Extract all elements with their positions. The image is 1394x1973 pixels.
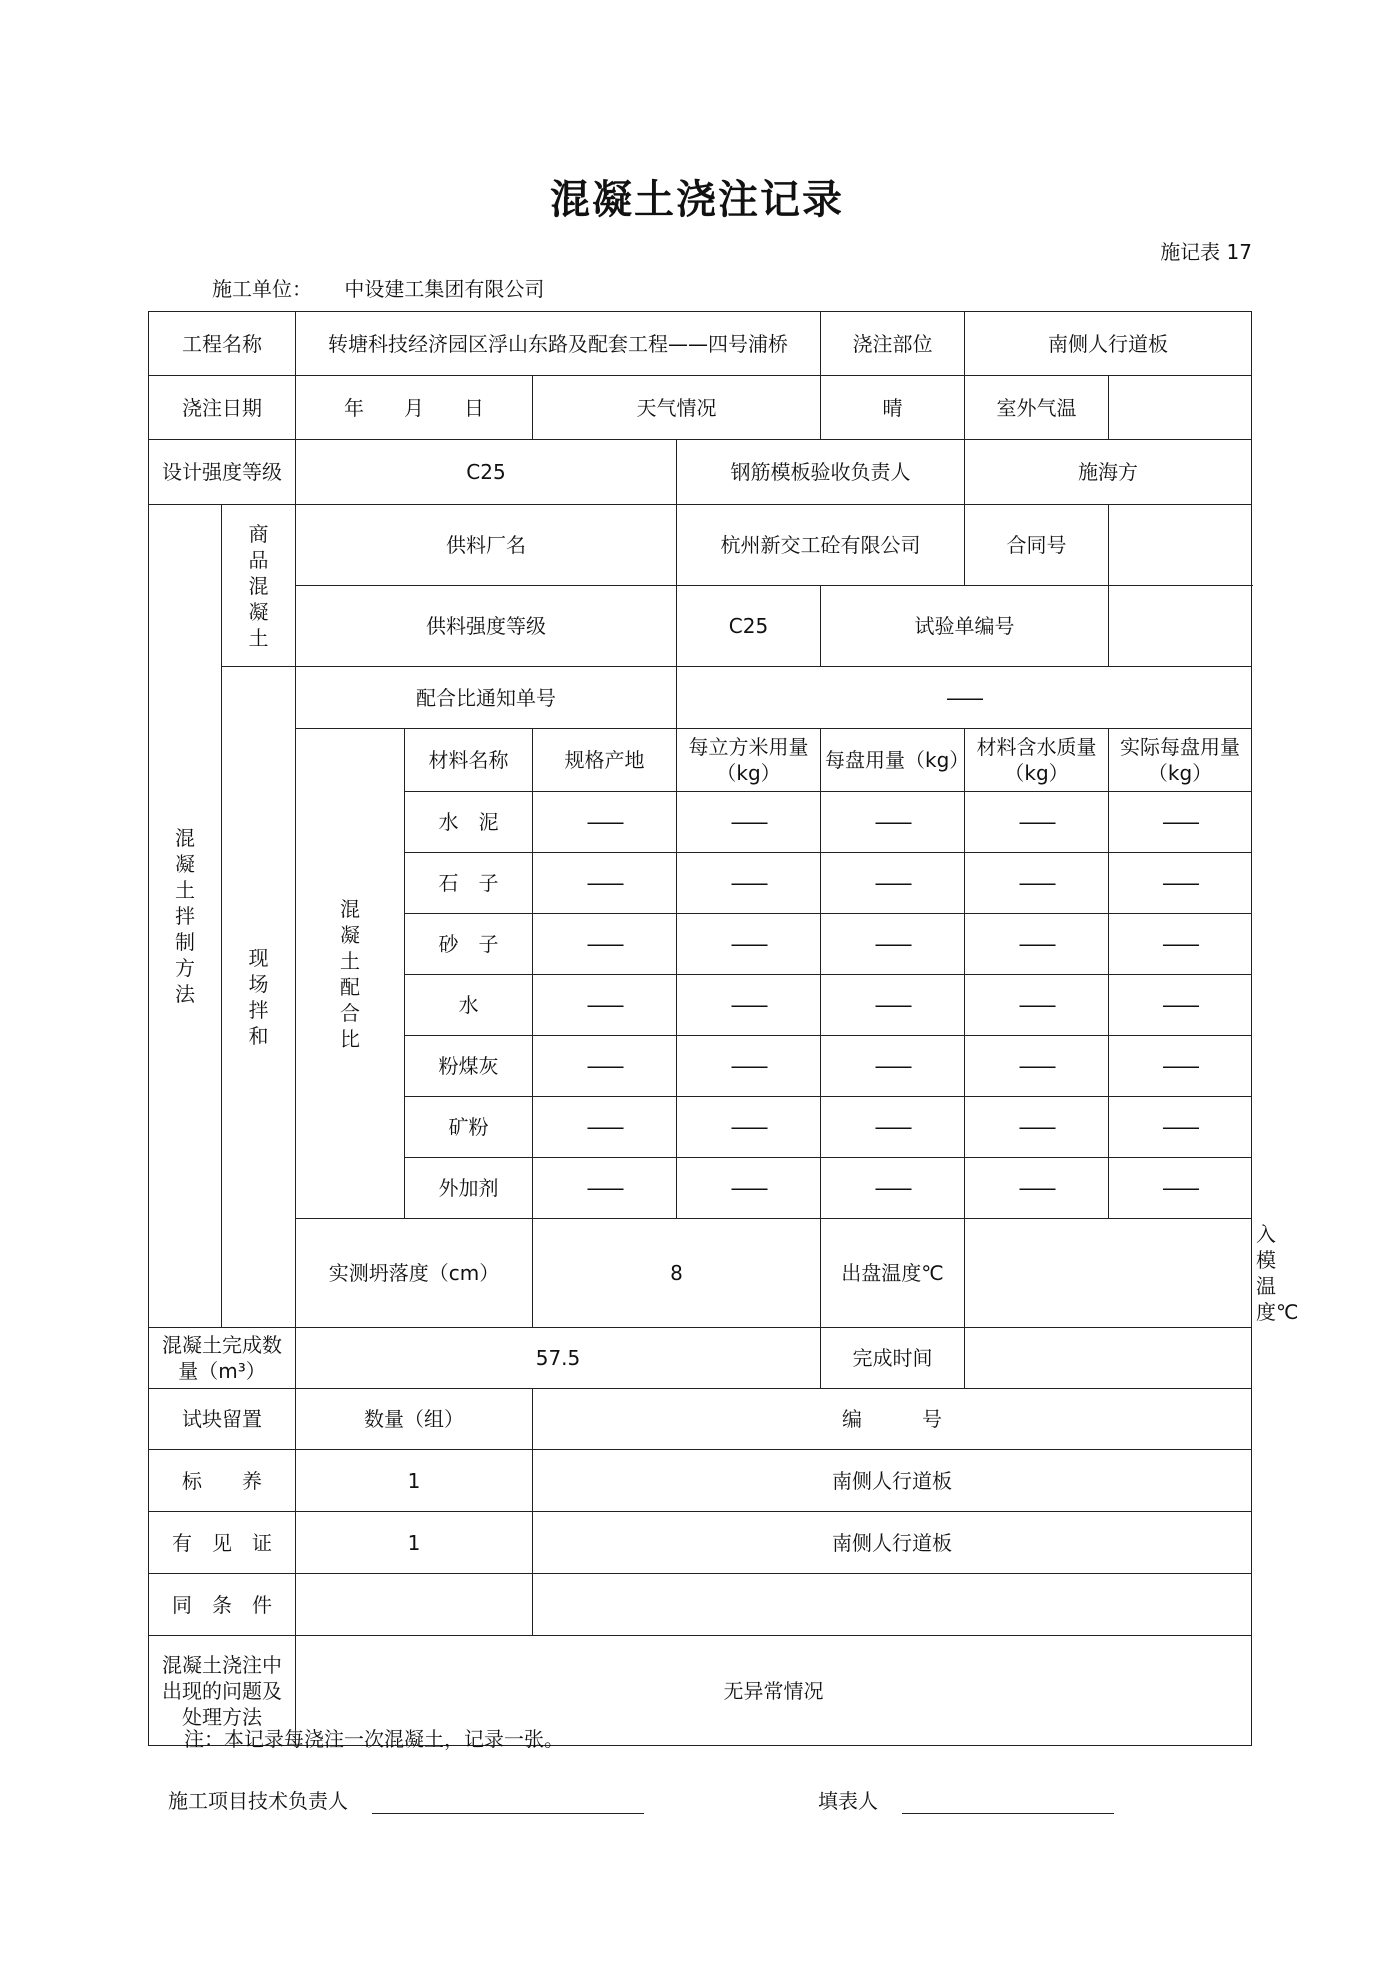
table-cell: —— xyxy=(965,1097,1109,1158)
discharge-temp-label: 出盘温度℃ xyxy=(821,1219,965,1328)
table-cell: —— xyxy=(965,792,1109,853)
supply-grade-value: C25 xyxy=(677,586,821,667)
column-header: 实际每盘用量（kg） xyxy=(1109,729,1252,792)
footnote: 注：本记录每浇注一次混凝土，记录一张。 xyxy=(184,1727,564,1751)
supply-grade-label: 供料强度等级 xyxy=(296,586,677,667)
specimen-count-header: 数量（组） xyxy=(296,1389,533,1450)
material-name: 外加剂 xyxy=(405,1158,533,1219)
specimens-label: 试块留置 xyxy=(149,1389,296,1450)
commercial-concrete-label: 商 品 混 凝 土 xyxy=(222,505,296,667)
column-header: 材料含水质量（kg） xyxy=(965,729,1109,792)
table-cell: —— xyxy=(1109,914,1252,975)
mixing-method-label: 混 凝 土 拌 制 方 法 xyxy=(149,505,222,1328)
site-mixing-label: 现 场 拌 和 xyxy=(222,667,296,1328)
table-cell: —— xyxy=(533,1097,677,1158)
specimen-number: 南侧人行道板 xyxy=(533,1450,1252,1512)
specimen-type: 同 条 件 xyxy=(149,1574,296,1636)
column-header: 每立方米用量（kg） xyxy=(677,729,821,792)
table-cell: —— xyxy=(1109,1036,1252,1097)
materials-header-row xyxy=(149,729,1252,792)
specimen-type: 标 养 xyxy=(149,1450,296,1512)
table-cell: —— xyxy=(821,792,965,853)
rebar-inspector-value: 施海方 xyxy=(965,440,1252,505)
construction-unit xyxy=(212,273,544,302)
filler-signature xyxy=(818,1785,1114,1814)
table-cell: —— xyxy=(533,1036,677,1097)
slump-label: 实测坍落度（cm） xyxy=(296,1219,533,1328)
table-cell: —— xyxy=(533,1158,677,1219)
material-name: 砂 子 xyxy=(405,914,533,975)
table-cell: —— xyxy=(821,975,965,1036)
specimen-count: 1 xyxy=(296,1512,533,1574)
test-number-value xyxy=(1109,586,1252,667)
table-cell: —— xyxy=(1109,1158,1252,1219)
project-name-label: 工程名称 xyxy=(149,312,296,376)
table-cell: —— xyxy=(965,914,1109,975)
specimen-type: 有 见 证 xyxy=(149,1512,296,1574)
unit-label: 施工单位： xyxy=(212,277,312,301)
table-cell: —— xyxy=(821,853,965,914)
specimen-count xyxy=(296,1574,533,1636)
mix-notice-label: 配合比通知单号 xyxy=(296,667,677,729)
mix-notice-value: —— xyxy=(677,667,1252,729)
specimen-count: 1 xyxy=(296,1450,533,1512)
discharge-temp-value xyxy=(965,1219,1252,1328)
material-name: 矿粉 xyxy=(405,1097,533,1158)
tech-lead-label: 施工项目技术负责人 xyxy=(168,1789,348,1813)
table-cell: —— xyxy=(677,1158,821,1219)
table-cell: —— xyxy=(677,1097,821,1158)
column-header: 规格产地 xyxy=(533,729,677,792)
column-header: 材料名称 xyxy=(405,729,533,792)
table-cell: —— xyxy=(965,1036,1109,1097)
page-title: 混凝土浇注记录 xyxy=(550,177,844,223)
design-grade-value: C25 xyxy=(296,440,677,505)
outdoor-temp-value xyxy=(1109,376,1252,440)
completion-time-value xyxy=(965,1328,1252,1389)
specimen-number-header: 编 号 xyxy=(533,1389,1252,1450)
table-cell: —— xyxy=(821,1036,965,1097)
weather-value: 晴 xyxy=(821,376,965,440)
material-name: 粉煤灰 xyxy=(405,1036,533,1097)
table-cell: —— xyxy=(533,914,677,975)
rebar-inspector-label: 钢筋模板验收负责人 xyxy=(677,440,965,505)
mix-ratio-label: 混 凝 土 配 合 比 xyxy=(296,729,405,1219)
tech-lead-signature xyxy=(168,1785,644,1814)
issues-value: 无异常情况 xyxy=(296,1636,1252,1746)
specimen-number: 南侧人行道板 xyxy=(533,1512,1252,1574)
table-cell: —— xyxy=(821,1158,965,1219)
slump-value: 8 xyxy=(533,1219,821,1328)
table-cell: —— xyxy=(533,975,677,1036)
outdoor-temp-label: 室外气温 xyxy=(965,376,1109,440)
project-name-value: 转塘科技经济园区浮山东路及配套工程——四号浦桥 xyxy=(296,312,821,376)
pour-location-value: 南侧人行道板 xyxy=(965,312,1252,376)
pour-date-label: 浇注日期 xyxy=(149,376,296,440)
table-row xyxy=(149,1574,1252,1636)
completion-time-label: 完成时间 xyxy=(821,1328,965,1389)
contract-value xyxy=(1109,505,1252,586)
table-cell: —— xyxy=(965,1158,1109,1219)
tech-lead-signature-line[interactable] xyxy=(372,1791,644,1814)
quantity-label: 混凝土完成数量（m³） xyxy=(149,1328,296,1389)
table-cell: —— xyxy=(965,853,1109,914)
weather-label: 天气情况 xyxy=(533,376,821,440)
table-cell: —— xyxy=(1109,975,1252,1036)
table-cell: —— xyxy=(1109,853,1252,914)
material-name: 水 泥 xyxy=(405,792,533,853)
column-header: 每盘用量（kg） xyxy=(821,729,965,792)
form-number: 施记表 17 xyxy=(1160,240,1252,264)
pour-location-label: 浇注部位 xyxy=(821,312,965,376)
specimen-number xyxy=(533,1574,1252,1636)
supplier-label: 供料厂名 xyxy=(296,505,677,586)
table-cell: —— xyxy=(677,914,821,975)
record-table: 工程名称 转塘科技经济园区浮山东路及配套工程——四号浦桥 浇注部位 南侧人行道板 浇注日期 年 月 日 天气情况 晴 室外气温 设计强度等级 C25 钢筋模板验收负责人 施海方 混 凝 土 拌 制 方 法 商 品 混 凝 土 供料厂名 杭州新交工砼有限公司 合同号 供料强度等级 C25 试验单编号 现 场 拌 和 配合比通知单号 —— 混 凝 土 配 合 比 材料名称 规格产地 每立方米用量（kg） 每盘用量（kg） 材料含水质量（kg） 实际每盘用量（kg） 水 泥 —— —— —— —— —— 石 子 —— —— —— —— —— 砂 子 —— —— —— —— —— 水 —— —— —— —— —— 粉煤灰 —— —— —— —— —— 矿粉 —— —— —— —— —— 外加剂 —— —— —— —— —— 实测坍落度（cm） 8 出盘温度℃ 入模温度℃ 混凝土完成数量（m³） 57.5 完成时间 试块留置 数量（组） 编 号 标 养 1 南侧人行道板 有 见 证 1 南侧人行道板 同 条 件 混凝土浇注中出现的问题及处理方法 无异常情况 xyxy=(148,311,1252,1746)
table-cell: —— xyxy=(1109,792,1252,853)
table-cell: —— xyxy=(821,914,965,975)
table-row xyxy=(149,1512,1252,1574)
supplier-value: 杭州新交工砼有限公司 xyxy=(677,505,965,586)
filler-label: 填表人 xyxy=(818,1789,878,1813)
design-grade-label: 设计强度等级 xyxy=(149,440,296,505)
material-name: 水 xyxy=(405,975,533,1036)
table-row xyxy=(149,1450,1252,1512)
table-cell: —— xyxy=(677,853,821,914)
table-cell: —— xyxy=(1109,1097,1252,1158)
filler-signature-line[interactable] xyxy=(902,1791,1114,1814)
table-cell: —— xyxy=(965,975,1109,1036)
quantity-value: 57.5 xyxy=(296,1328,821,1389)
table-cell: —— xyxy=(533,853,677,914)
table-cell: —— xyxy=(677,792,821,853)
table-cell: —— xyxy=(677,1036,821,1097)
contract-label: 合同号 xyxy=(965,505,1109,586)
pour-date-value: 年 月 日 xyxy=(296,376,533,440)
table-cell: —— xyxy=(821,1097,965,1158)
unit-value: 中设建工集团有限公司 xyxy=(344,277,545,301)
material-name: 石 子 xyxy=(405,853,533,914)
table-cell: —— xyxy=(677,975,821,1036)
test-number-label: 试验单编号 xyxy=(821,586,1109,667)
issues-label: 混凝土浇注中出现的问题及处理方法 xyxy=(149,1636,296,1746)
table-cell: —— xyxy=(533,792,677,853)
